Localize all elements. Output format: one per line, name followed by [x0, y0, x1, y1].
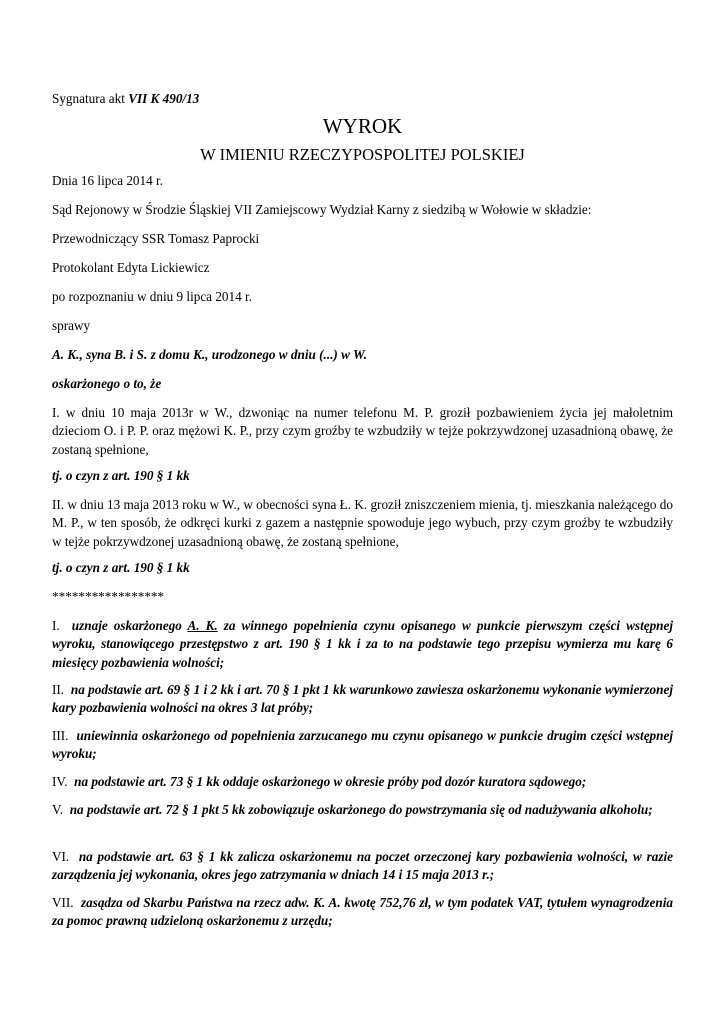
verdict-point-1-defendant: A. K.	[187, 618, 218, 633]
verdict-point-6-number: VI.	[52, 849, 70, 864]
court-clerk: Protokolant Edyta Lickiewicz	[52, 260, 210, 275]
verdict-point-4-text: na podstawie art. 73 § 1 kk oddaje oskarżonego w okresie próby pod dozór kuratora sądowego;	[74, 774, 587, 789]
presiding-judge: Przewodniczący SSR Tomasz Paprocki	[52, 231, 260, 246]
verdict-point-1-number: I.	[52, 618, 60, 633]
defendant-identity: A. K., syna B. i S. z domu K., urodzonego w dniu (...) w W.	[52, 347, 367, 362]
verdict-point-7-text: zasądza od Skarbu Państwa na rzecz adw. K. A. kwotę 752,76 zł, w tym podatek VAT, tytułem wynagrodzenia za pomoc prawną udzieloną oskarżonemu z urzędu;	[52, 895, 673, 929]
case-signature	[52, 90, 673, 108]
verdict-point-7-number: VII.	[52, 895, 74, 910]
case-signature-value: VII K 490/13	[128, 91, 200, 106]
verdict-point-3-number: III.	[52, 728, 69, 743]
verdict-point-1-text-b: za winnego popełnienia czynu opisanego w punkcie pierwszym części wstępnej wyroku, stanowiącego przestępstwo z art. 190 § 1 kk i za to na podstawie tego przepisu wymierza mu karę 6 miesięcy pozbawienia wolności;	[52, 618, 674, 670]
verdict-point-6	[52, 848, 673, 885]
verdict-point-2-number: II.	[52, 682, 65, 697]
verdict-point-5-number: V.	[52, 802, 64, 817]
verdict-point-1-text-a: uznaje oskarżonego	[71, 618, 182, 633]
verdict-point-3-text: uniewinnia oskarżonego od popełnienia zarzucanego mu czynu opisanego w punkcie drugim części wstępnej wyroku;	[52, 728, 674, 762]
section-separator: *****************	[52, 589, 165, 604]
charge-1-text: I. w dniu 10 maja 2013r w W., dzwoniąc na numer telefonu M. P. groził pozbawieniem życia jej małoletnim dzieciom O. i P. P. oraz mężowi K. P., przy czym groźby te wzbudziły w tejże pokrzywdzonej uzasadnioną obawę, że zostaną spełnione,	[52, 405, 673, 457]
verdict-point-5	[52, 801, 673, 819]
document-subtitle: W IMIENIU RZECZYPOSPOLITEJ POLSKIEJ	[200, 145, 525, 164]
court-composition: Sąd Rejonowy w Środzie Śląskiej VII Zamiejscowy Wydział Karny z siedzibą w Wołowie w składzie:	[52, 202, 592, 217]
verdict-point-2	[52, 681, 673, 718]
charge-2-text: II. w dniu 13 maja 2013 roku w W., w obecności syna Ł. K. groził zniszczeniem mienia, tj. mieszkania należącego do M. P., w ten sposób, że odkręci kurki z gazem a następnie spowoduje jego wybuch, przy czym groźby te wzbudziły w tejże pokrzywdzonej uzasadnioną obawę, że zostaną spełnione,	[52, 497, 673, 549]
hearing-date: po rozpoznaniu w dniu 9 lipca 2014 r.	[52, 289, 252, 304]
verdict-point-4-number: IV.	[52, 774, 68, 789]
verdict-point-4	[52, 773, 673, 791]
verdict-point-2-text: na podstawie art. 69 § 1 i 2 kk i art. 70 § 1 pkt 1 kk warunkowo zawiesza oskarżonemu wykonanie wymierzonej kary pozbawienia wolności na okres 3 lat próby;	[52, 682, 674, 716]
charge-1-qualification: tj. o czyn z art. 190 § 1 kk	[52, 468, 190, 483]
case-label: sprawy	[52, 318, 91, 333]
accused-of-label: oskarżonego o to, że	[52, 376, 162, 391]
verdict-point-3	[52, 727, 673, 764]
case-signature-label: Sygnatura akt	[52, 91, 125, 106]
verdict-point-7	[52, 894, 673, 931]
judgment-date: Dnia 16 lipca 2014 r.	[52, 173, 163, 188]
verdict-point-1	[52, 617, 673, 672]
verdict-point-5-text: na podstawie art. 72 § 1 pkt 5 kk zobowiązuje oskarżonego do powstrzymania się od nadużywania alkoholu;	[69, 802, 653, 817]
verdict-point-6-text: na podstawie art. 63 § 1 kk zalicza oskarżonemu na poczet orzeczonej kary pozbawienia wolności, w razie zarządzenia jej wykonania, okres jego zatrzymania w dniach 14 i 15 maja 2013 r.;	[52, 849, 673, 883]
document-title: WYROK	[322, 114, 403, 138]
charge-2-qualification: tj. o czyn z art. 190 § 1 kk	[52, 560, 190, 575]
